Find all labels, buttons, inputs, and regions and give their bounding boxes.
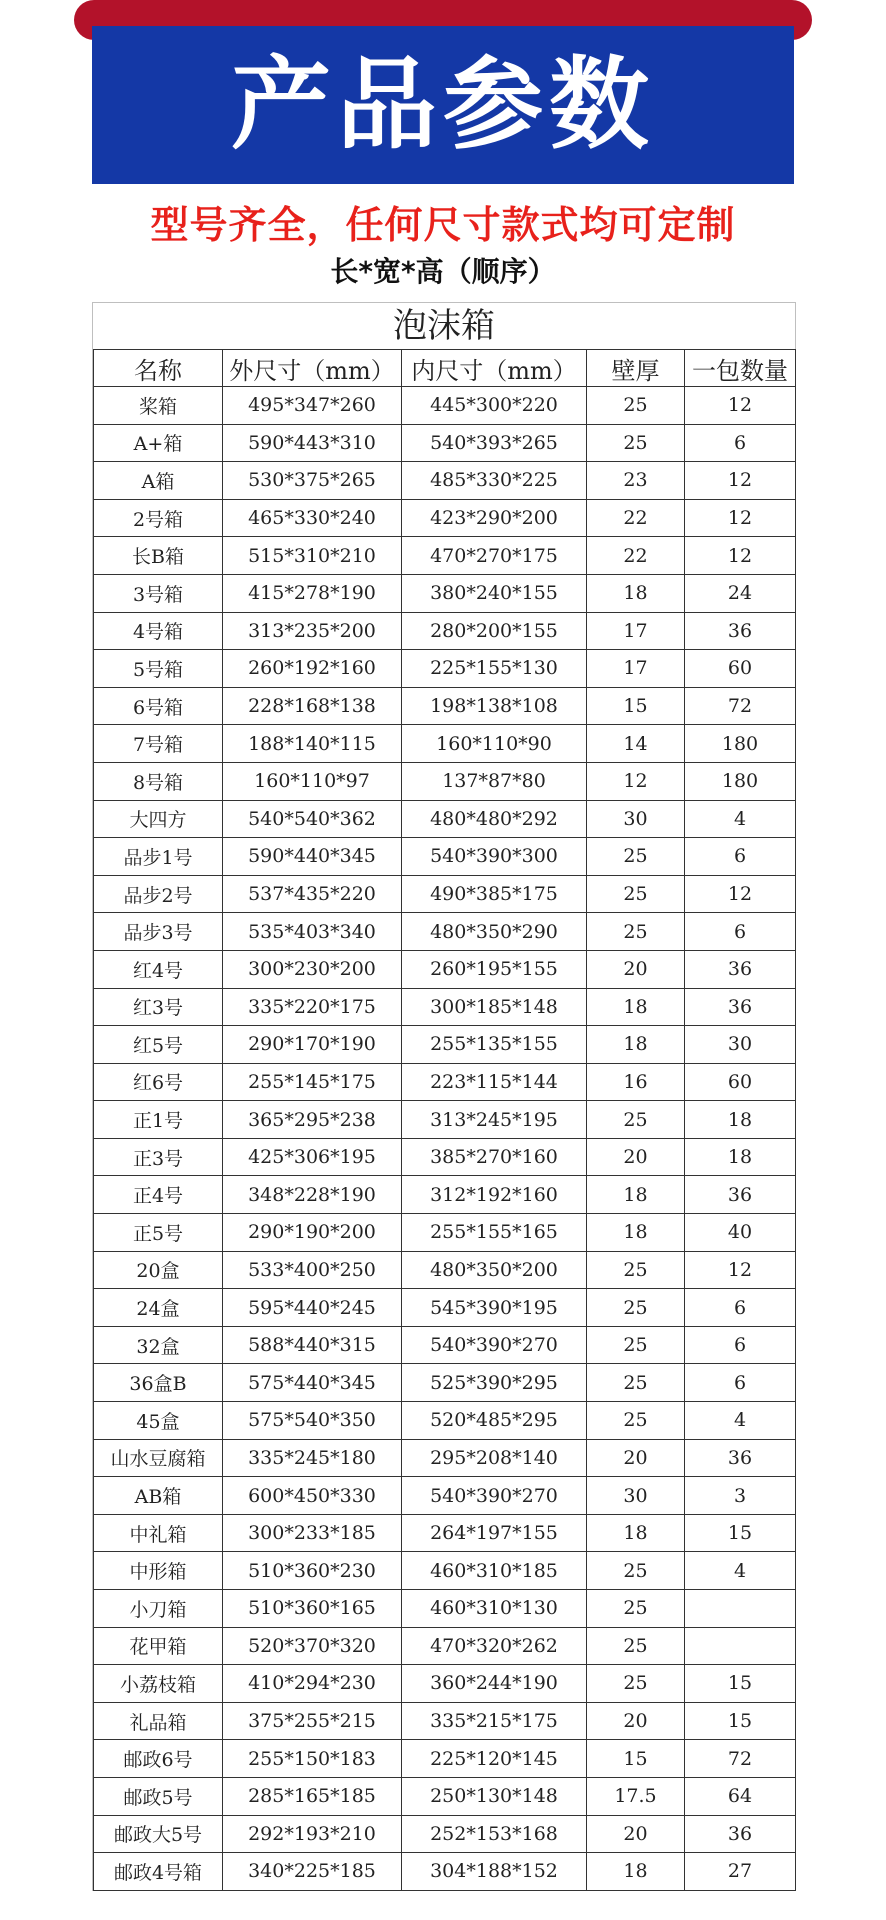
cell-wall-thickness: 25 [587, 1627, 685, 1665]
table-row [94, 499, 796, 537]
cell-wall-thickness: 25 [587, 913, 685, 951]
cell-pack-quantity [685, 1627, 796, 1665]
table-row [94, 1251, 796, 1289]
cell-name: 红4号 [94, 950, 223, 988]
table-row [94, 574, 796, 612]
cell-outer-size: 600*450*330 [223, 1477, 402, 1515]
table-row [94, 1326, 796, 1364]
cell-inner-size: 485*330*225 [402, 462, 587, 500]
cell-name: 中礼箱 [94, 1514, 223, 1552]
cell-outer-size: 425*306*195 [223, 1138, 402, 1176]
cell-pack-quantity: 4 [685, 800, 796, 838]
table-row [94, 1665, 796, 1703]
cell-pack-quantity: 36 [685, 950, 796, 988]
cell-pack-quantity: 60 [685, 650, 796, 688]
cell-outer-size: 300*230*200 [223, 950, 402, 988]
cell-wall-thickness: 25 [587, 875, 685, 913]
cell-pack-quantity: 27 [685, 1853, 796, 1891]
cell-inner-size: 460*310*185 [402, 1552, 587, 1590]
cell-name: 正4号 [94, 1176, 223, 1214]
header-wall-thickness: 壁厚 [587, 350, 685, 387]
cell-pack-quantity: 12 [685, 499, 796, 537]
cell-outer-size: 537*435*220 [223, 875, 402, 913]
cell-pack-quantity: 36 [685, 1815, 796, 1853]
cell-name: 正5号 [94, 1214, 223, 1252]
cell-outer-size: 340*225*185 [223, 1853, 402, 1891]
cell-inner-size: 225*120*145 [402, 1740, 587, 1778]
cell-name: 品步2号 [94, 875, 223, 913]
table-row [94, 762, 796, 800]
cell-inner-size: 540*393*265 [402, 424, 587, 462]
cell-pack-quantity: 12 [685, 875, 796, 913]
table-row [94, 537, 796, 575]
cell-name: 品步3号 [94, 913, 223, 951]
cell-outer-size: 520*370*320 [223, 1627, 402, 1665]
cell-name: 6号箱 [94, 687, 223, 725]
spec-table-container [92, 302, 796, 1891]
table-row [94, 1138, 796, 1176]
cell-wall-thickness: 17.5 [587, 1777, 685, 1815]
cell-name: 小荔枝箱 [94, 1665, 223, 1703]
cell-outer-size: 530*375*265 [223, 462, 402, 500]
header-pack-quantity: 一包数量 [685, 350, 796, 387]
table-row [94, 1702, 796, 1740]
cell-outer-size: 188*140*115 [223, 725, 402, 763]
cell-inner-size: 260*195*155 [402, 950, 587, 988]
cell-wall-thickness: 20 [587, 950, 685, 988]
cell-pack-quantity: 3 [685, 1477, 796, 1515]
dimension-order-note: 长*宽*高（顺序） [330, 255, 556, 288]
cell-inner-size: 255*135*155 [402, 1026, 587, 1064]
table-row [94, 913, 796, 951]
cell-outer-size: 335*245*180 [223, 1439, 402, 1477]
cell-wall-thickness: 30 [587, 1477, 685, 1515]
cell-name: 20盒 [94, 1251, 223, 1289]
cell-outer-size: 228*168*138 [223, 687, 402, 725]
cell-pack-quantity: 4 [685, 1402, 796, 1440]
cell-pack-quantity: 4 [685, 1552, 796, 1590]
cell-inner-size: 490*385*175 [402, 875, 587, 913]
cell-name: 邮政6号 [94, 1740, 223, 1778]
cell-wall-thickness: 18 [587, 1214, 685, 1252]
cell-pack-quantity: 36 [685, 1439, 796, 1477]
cell-name: 2号箱 [94, 499, 223, 537]
table-row [94, 1101, 796, 1139]
cell-pack-quantity: 72 [685, 687, 796, 725]
cell-name: 品步1号 [94, 838, 223, 876]
table-title: 泡沫箱 [393, 306, 495, 346]
cell-outer-size: 292*193*210 [223, 1815, 402, 1853]
cell-name: 礼品箱 [94, 1702, 223, 1740]
cell-wall-thickness: 18 [587, 1514, 685, 1552]
cell-outer-size: 290*190*200 [223, 1214, 402, 1252]
cell-wall-thickness: 18 [587, 1176, 685, 1214]
cell-outer-size: 375*255*215 [223, 1702, 402, 1740]
cell-outer-size: 335*220*175 [223, 988, 402, 1026]
cell-pack-quantity: 6 [685, 913, 796, 951]
cell-inner-size: 225*155*130 [402, 650, 587, 688]
cell-name: A箱 [94, 462, 223, 500]
table-row [94, 950, 796, 988]
cell-pack-quantity: 15 [685, 1702, 796, 1740]
cell-wall-thickness: 18 [587, 574, 685, 612]
cell-name: 花甲箱 [94, 1627, 223, 1665]
table-row [94, 1853, 796, 1891]
cell-inner-size: 545*390*195 [402, 1289, 587, 1327]
cell-wall-thickness: 20 [587, 1702, 685, 1740]
cell-outer-size: 415*278*190 [223, 574, 402, 612]
cell-outer-size: 255*145*175 [223, 1063, 402, 1101]
cell-wall-thickness: 16 [587, 1063, 685, 1101]
cell-inner-size: 480*480*292 [402, 800, 587, 838]
cell-outer-size: 260*192*160 [223, 650, 402, 688]
cell-name: 红5号 [94, 1026, 223, 1064]
cell-pack-quantity: 36 [685, 612, 796, 650]
table-row [94, 1289, 796, 1327]
cell-name: 5号箱 [94, 650, 223, 688]
spec-table [93, 349, 796, 1891]
cell-inner-size: 380*240*155 [402, 574, 587, 612]
table-row [94, 1364, 796, 1402]
cell-inner-size: 470*270*175 [402, 537, 587, 575]
cell-pack-quantity: 6 [685, 1364, 796, 1402]
cell-wall-thickness: 15 [587, 1740, 685, 1778]
cell-name: 8号箱 [94, 762, 223, 800]
cell-outer-size: 510*360*165 [223, 1590, 402, 1628]
cell-wall-thickness: 23 [587, 462, 685, 500]
cell-wall-thickness: 20 [587, 1138, 685, 1176]
cell-inner-size: 137*87*80 [402, 762, 587, 800]
cell-pack-quantity: 15 [685, 1665, 796, 1703]
cell-outer-size: 495*347*260 [223, 387, 402, 425]
table-row [94, 1477, 796, 1515]
cell-inner-size: 520*485*295 [402, 1402, 587, 1440]
cell-outer-size: 510*360*230 [223, 1552, 402, 1590]
table-row [94, 988, 796, 1026]
cell-outer-size: 255*150*183 [223, 1740, 402, 1778]
cell-pack-quantity: 15 [685, 1514, 796, 1552]
table-row [94, 462, 796, 500]
cell-pack-quantity: 6 [685, 838, 796, 876]
cell-wall-thickness: 22 [587, 537, 685, 575]
cell-name: 邮政4号箱 [94, 1853, 223, 1891]
cell-inner-size: 223*115*144 [402, 1063, 587, 1101]
cell-inner-size: 460*310*130 [402, 1590, 587, 1628]
cell-wall-thickness: 25 [587, 1402, 685, 1440]
cell-name: 36盒B [94, 1364, 223, 1402]
table-row [94, 1590, 796, 1628]
cell-wall-thickness: 25 [587, 1552, 685, 1590]
cell-pack-quantity: 18 [685, 1138, 796, 1176]
table-row [94, 800, 796, 838]
table-row [94, 1552, 796, 1590]
cell-inner-size: 335*215*175 [402, 1702, 587, 1740]
cell-name: 邮政大5号 [94, 1815, 223, 1853]
cell-wall-thickness: 25 [587, 424, 685, 462]
cell-outer-size: 365*295*238 [223, 1101, 402, 1139]
cell-name: 邮政5号 [94, 1777, 223, 1815]
table-row [94, 612, 796, 650]
cell-inner-size: 255*155*165 [402, 1214, 587, 1252]
cell-outer-size: 590*440*345 [223, 838, 402, 876]
cell-pack-quantity: 6 [685, 1289, 796, 1327]
cell-pack-quantity [685, 1590, 796, 1628]
cell-outer-size: 410*294*230 [223, 1665, 402, 1703]
table-row [94, 725, 796, 763]
cell-inner-size: 280*200*155 [402, 612, 587, 650]
cell-wall-thickness: 25 [587, 1289, 685, 1327]
cell-inner-size: 540*390*270 [402, 1326, 587, 1364]
cell-pack-quantity: 64 [685, 1777, 796, 1815]
cell-pack-quantity: 60 [685, 1063, 796, 1101]
cell-inner-size: 445*300*220 [402, 387, 587, 425]
table-header-row [94, 350, 796, 387]
table-row [94, 838, 796, 876]
table-row [94, 650, 796, 688]
table-row [94, 875, 796, 913]
cell-outer-size: 588*440*315 [223, 1326, 402, 1364]
cell-pack-quantity: 36 [685, 988, 796, 1026]
cell-name: 红3号 [94, 988, 223, 1026]
table-row [94, 1740, 796, 1778]
cell-inner-size: 252*153*168 [402, 1815, 587, 1853]
cell-inner-size: 423*290*200 [402, 499, 587, 537]
banner-title: 产品参数 [231, 46, 655, 163]
cell-wall-thickness: 30 [587, 800, 685, 838]
cell-pack-quantity: 12 [685, 1251, 796, 1289]
header-inner-size: 内尺寸（mm） [402, 350, 587, 387]
cell-outer-size: 465*330*240 [223, 499, 402, 537]
cell-outer-size: 535*403*340 [223, 913, 402, 951]
table-row [94, 1063, 796, 1101]
cell-inner-size: 540*390*270 [402, 1477, 587, 1515]
cell-name: 中形箱 [94, 1552, 223, 1590]
cell-inner-size: 160*110*90 [402, 725, 587, 763]
cell-inner-size: 470*320*262 [402, 1627, 587, 1665]
cell-inner-size: 540*390*300 [402, 838, 587, 876]
cell-name: 小刀箱 [94, 1590, 223, 1628]
cell-inner-size: 312*192*160 [402, 1176, 587, 1214]
cell-outer-size: 348*228*190 [223, 1176, 402, 1214]
cell-outer-size: 285*165*185 [223, 1777, 402, 1815]
cell-outer-size: 515*310*210 [223, 537, 402, 575]
cell-name: A+箱 [94, 424, 223, 462]
cell-outer-size: 533*400*250 [223, 1251, 402, 1289]
cell-outer-size: 160*110*97 [223, 762, 402, 800]
cell-outer-size: 595*440*245 [223, 1289, 402, 1327]
table-row [94, 1026, 796, 1064]
cell-inner-size: 250*130*148 [402, 1777, 587, 1815]
cell-pack-quantity: 72 [685, 1740, 796, 1778]
cell-inner-size: 360*244*190 [402, 1665, 587, 1703]
cell-name: 3号箱 [94, 574, 223, 612]
cell-inner-size: 304*188*152 [402, 1853, 587, 1891]
cell-inner-size: 480*350*200 [402, 1251, 587, 1289]
cell-name: 长B箱 [94, 537, 223, 575]
cell-wall-thickness: 22 [587, 499, 685, 537]
header-name: 名称 [94, 350, 223, 387]
cell-name: 桨箱 [94, 387, 223, 425]
cell-outer-size: 313*235*200 [223, 612, 402, 650]
cell-wall-thickness: 18 [587, 1853, 685, 1891]
cell-pack-quantity: 12 [685, 537, 796, 575]
cell-outer-size: 540*540*362 [223, 800, 402, 838]
cell-wall-thickness: 12 [587, 762, 685, 800]
cell-name: 大四方 [94, 800, 223, 838]
table-row [94, 1777, 796, 1815]
cell-inner-size: 313*245*195 [402, 1101, 587, 1139]
cell-pack-quantity: 40 [685, 1214, 796, 1252]
cell-name: AB箱 [94, 1477, 223, 1515]
table-row [94, 1815, 796, 1853]
cell-wall-thickness: 17 [587, 612, 685, 650]
cell-wall-thickness: 25 [587, 1364, 685, 1402]
cell-pack-quantity: 36 [685, 1176, 796, 1214]
cell-pack-quantity: 12 [685, 462, 796, 500]
cell-inner-size: 525*390*295 [402, 1364, 587, 1402]
cell-pack-quantity: 12 [685, 387, 796, 425]
cell-wall-thickness: 25 [587, 387, 685, 425]
cell-pack-quantity: 6 [685, 424, 796, 462]
cell-wall-thickness: 25 [587, 1251, 685, 1289]
cell-wall-thickness: 25 [587, 1326, 685, 1364]
cell-name: 32盒 [94, 1326, 223, 1364]
cell-pack-quantity: 30 [685, 1026, 796, 1064]
cell-inner-size: 385*270*160 [402, 1138, 587, 1176]
cell-outer-size: 575*540*350 [223, 1402, 402, 1440]
cell-name: 正3号 [94, 1138, 223, 1176]
title-banner [92, 26, 794, 184]
cell-wall-thickness: 25 [587, 1101, 685, 1139]
table-row [94, 387, 796, 425]
table-row [94, 1214, 796, 1252]
cell-name: 24盒 [94, 1289, 223, 1327]
subtitle: 型号齐全，任何尺寸款式均可定制 [150, 203, 736, 247]
cell-inner-size: 480*350*290 [402, 913, 587, 951]
cell-pack-quantity: 6 [685, 1326, 796, 1364]
table-row [94, 1176, 796, 1214]
cell-name: 红6号 [94, 1063, 223, 1101]
table-row [94, 424, 796, 462]
cell-outer-size: 290*170*190 [223, 1026, 402, 1064]
cell-inner-size: 295*208*140 [402, 1439, 587, 1477]
cell-wall-thickness: 20 [587, 1815, 685, 1853]
table-row [94, 1514, 796, 1552]
cell-inner-size: 300*185*148 [402, 988, 587, 1026]
cell-pack-quantity: 180 [685, 725, 796, 763]
cell-wall-thickness: 15 [587, 687, 685, 725]
cell-outer-size: 590*443*310 [223, 424, 402, 462]
header-outer-size: 外尺寸（mm） [223, 350, 402, 387]
cell-wall-thickness: 25 [587, 1590, 685, 1628]
cell-name: 7号箱 [94, 725, 223, 763]
table-row [94, 687, 796, 725]
table-row [94, 1402, 796, 1440]
cell-pack-quantity: 180 [685, 762, 796, 800]
cell-inner-size: 264*197*155 [402, 1514, 587, 1552]
cell-name: 正1号 [94, 1101, 223, 1139]
cell-pack-quantity: 24 [685, 574, 796, 612]
cell-wall-thickness: 18 [587, 988, 685, 1026]
cell-outer-size: 300*233*185 [223, 1514, 402, 1552]
cell-wall-thickness: 17 [587, 650, 685, 688]
cell-wall-thickness: 20 [587, 1439, 685, 1477]
cell-wall-thickness: 18 [587, 1026, 685, 1064]
table-row [94, 1439, 796, 1477]
table-row [94, 1627, 796, 1665]
cell-pack-quantity: 18 [685, 1101, 796, 1139]
cell-outer-size: 575*440*345 [223, 1364, 402, 1402]
cell-name: 山水豆腐箱 [94, 1439, 223, 1477]
cell-name: 45盒 [94, 1402, 223, 1440]
cell-wall-thickness: 25 [587, 1665, 685, 1703]
cell-wall-thickness: 14 [587, 725, 685, 763]
cell-inner-size: 198*138*108 [402, 687, 587, 725]
cell-name: 4号箱 [94, 612, 223, 650]
cell-wall-thickness: 25 [587, 838, 685, 876]
